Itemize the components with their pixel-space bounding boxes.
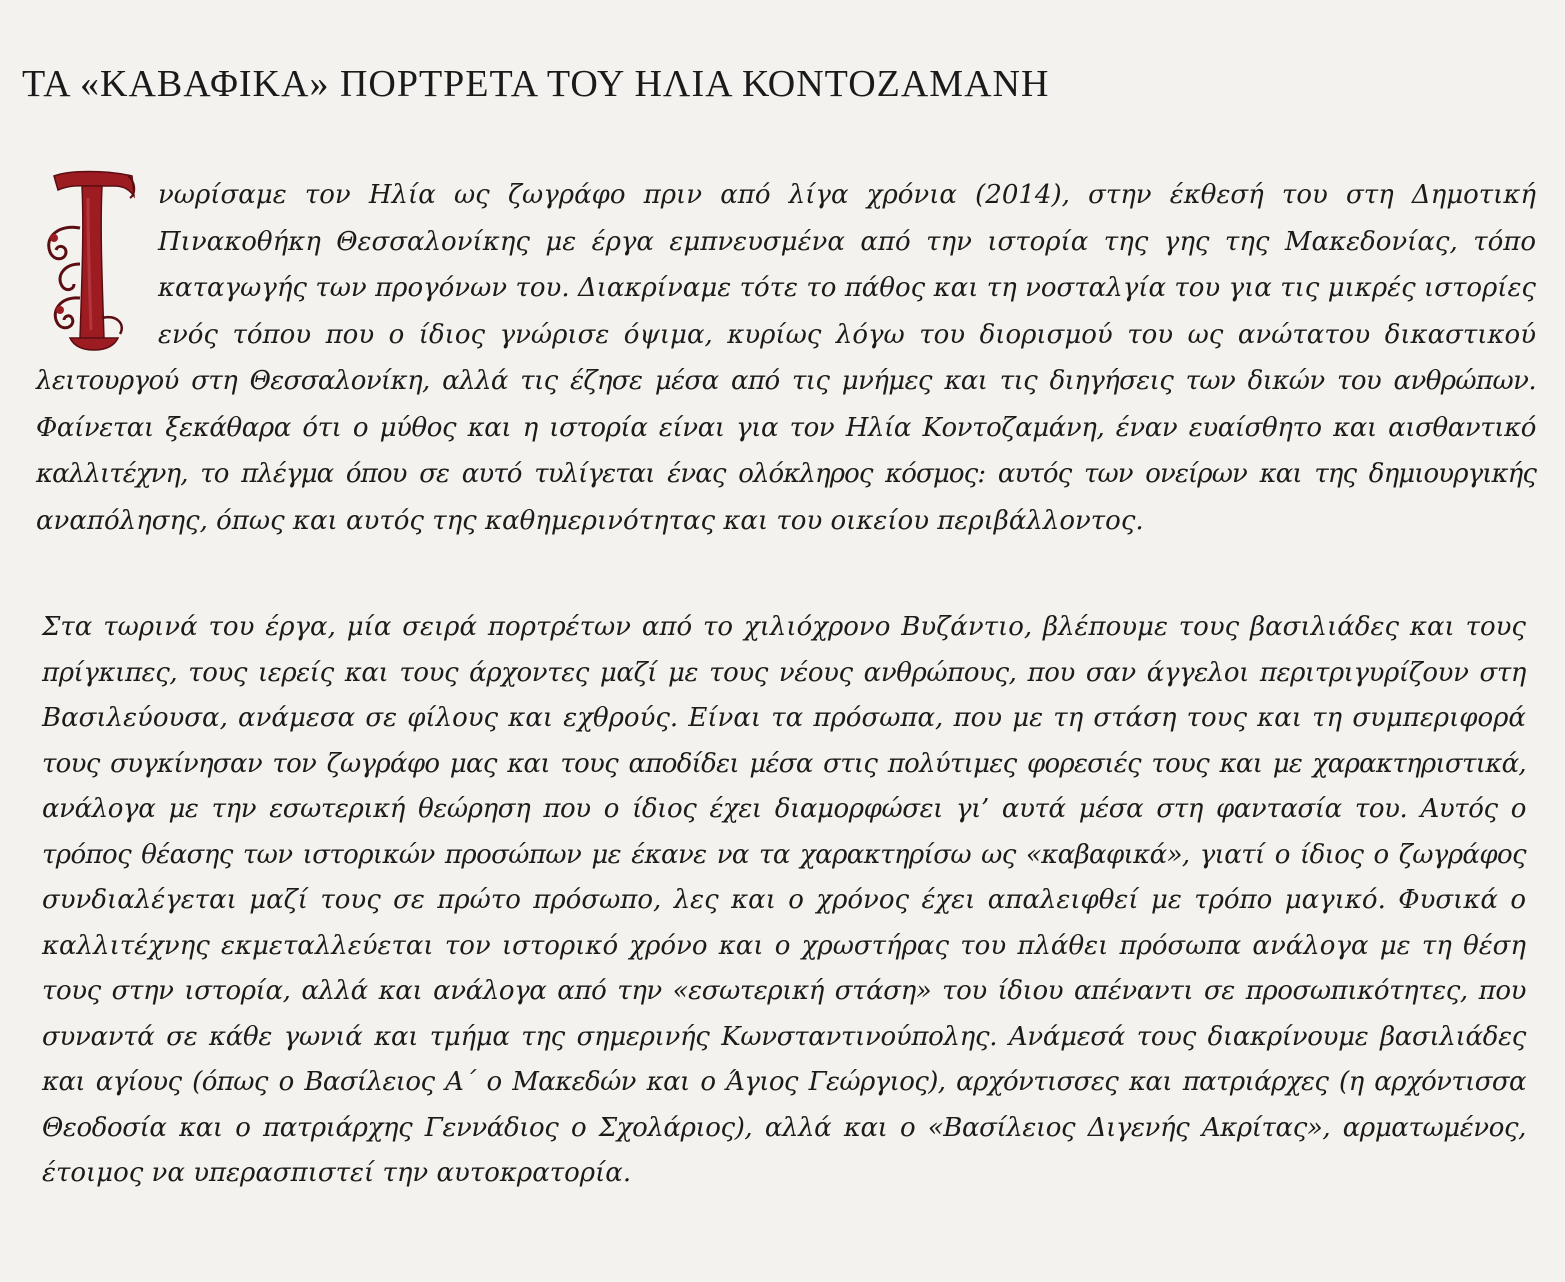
paragraph-1-line: λειτουργού στη Θεσσαλονίκη, αλλά τις έζησε μέσα από τις μνήμες και τις διηγήσεις των δικών του ανθρώπων. bbox=[36, 366, 1536, 396]
paragraph-2-line: ανάλογα με την εσωτερική θεώρηση που ο ίδιος έχει διαμορφώσει γι’ αυτά μέσα στη φαντασία του. Αυτός ο bbox=[42, 794, 1526, 824]
paragraph-1-line: νωρίσαμε τον Ηλία ως ζωγράφο πριν από λίγα χρόνια (2014), στην έκθεσή του στη Δημοτική bbox=[158, 180, 1536, 210]
paragraph-1-line: καλλιτέχνη, το πλέγμα όπου σε αυτό τυλίγεται ένας ολόκληρος κόσμος: αυτός των ονείρων και της δημιουργικής bbox=[36, 459, 1536, 489]
paragraph-2-line: τρόπος θέασης των ιστορικών προσώπων με έκανε να τα χαρακτηρίσω ως «καβαφικά», γιατί ο ίδιος ο ζωγράφος bbox=[42, 839, 1526, 870]
paragraph-2-line: έτοιμος να υπερασπιστεί την αυτοκρατορία. bbox=[42, 1158, 632, 1188]
paragraph-1-line: Πινακοθήκη Θεσσαλονίκης με έργα εμπνευσμένα από την ιστορία της γης της Μακεδονίας, τόπο bbox=[158, 226, 1536, 257]
paragraph-1-line: Φαίνεται ξεκάθαρα ότι ο μύθος και η ιστορία είναι για τον Ηλία Κοντοζαμάνη, έναν ευαίσθητο και αισθαντικό bbox=[36, 412, 1536, 443]
paragraph-2-line: καλλιτέχνης εκμεταλλεύεται τον ιστορικό χρόνο και ο χρωστήρας του πλάθει πρόσωπα ανάλογα με τη θέση bbox=[42, 930, 1526, 961]
paragraph-1-line: αναπόλησης, όπως και αυτός της καθημερινότητας και του οικείου περιβάλλοντος. bbox=[36, 505, 1144, 536]
paragraph-2-line: συνδιαλέγεται μαζί τους σε πρώτο πρόσωπο, λες και ο χρόνος έχει απαλειφθεί με τρόπο μαγικό. Φυσικά ο bbox=[42, 885, 1526, 915]
paragraph-1 bbox=[36, 172, 1536, 544]
paragraph-2-line: τους συγκίνησαν τον ζωγράφο μας και τους αποδίδει μέσα στις πολύτιμες φορεσιές τους και με χαρακτηριστικά, bbox=[42, 748, 1526, 779]
paragraph-2-line: πρίγκιπες, τους ιερείς και τους άρχοντες μαζί με τους νέους ανθρώπους, που σαν άγγελοι περιτριγυρίζουν στη bbox=[42, 657, 1526, 688]
paragraph-1-line: καταγωγής των προγόνων του. Διακρίναμε τότε το πάθος και τη νοσταλγία του για τις μικρές ιστορίες bbox=[158, 273, 1536, 303]
paragraph-2-line: Βασιλεύουσα, ανάμεσα σε φίλους και εχθρούς. Είναι τα πρόσωπα, που με τη στάση τους και τη συμπεριφορά bbox=[42, 703, 1526, 733]
page-title: ΤΑ «ΚΑΒΑΦΙΚΑ» ΠΟΡΤΡΕΤΑ ΤΟΥ ΗΛΙΑ ΚΟΝΤΟΖΑΜΑΝΗ bbox=[22, 63, 1050, 105]
paragraph-2-line: τους στην ιστορία, αλλά και ανάλογα από την «εσωτερική στάση» του ίδιου απέναντι σε προσωπικότητες, που bbox=[42, 976, 1526, 1006]
paragraph-1-line: ενός τόπου που ο ίδιος γνώρισε όψιμα, κυρίως λόγω του διορισμού του ως ανώτατου δικαστικού bbox=[158, 319, 1536, 350]
paragraph-2-line: και αγίους (όπως ο Βασίλειος Α΄ ο Μακεδών και ο Άγιος Γεώργιος), αρχόντισσες και πατριάρχες (η αρχόντισσα bbox=[42, 1067, 1526, 1097]
paragraph-2 bbox=[42, 605, 1526, 1197]
paragraph-2-line: συναντά σε κάθε γωνιά και τμήμα της σημερινής Κωνσταντινούπολης. Ανάμεσά τους διακρίνουμε βασιλιάδες bbox=[42, 1021, 1526, 1052]
paragraph-2-line: Στα τωρινά του έργα, μία σειρά πορτρέτων από το χιλιόχρονο Βυζάντιο, βλέπουμε τους βασιλιάδες και τους bbox=[42, 612, 1526, 642]
paragraph-2-line: Θεοδοσία και ο πατριάρχης Γεννάδιος ο Σχολάριος), αλλά και ο «Βασίλειος Διγενής Ακρίτας», αρματωμένος, bbox=[42, 1112, 1526, 1143]
